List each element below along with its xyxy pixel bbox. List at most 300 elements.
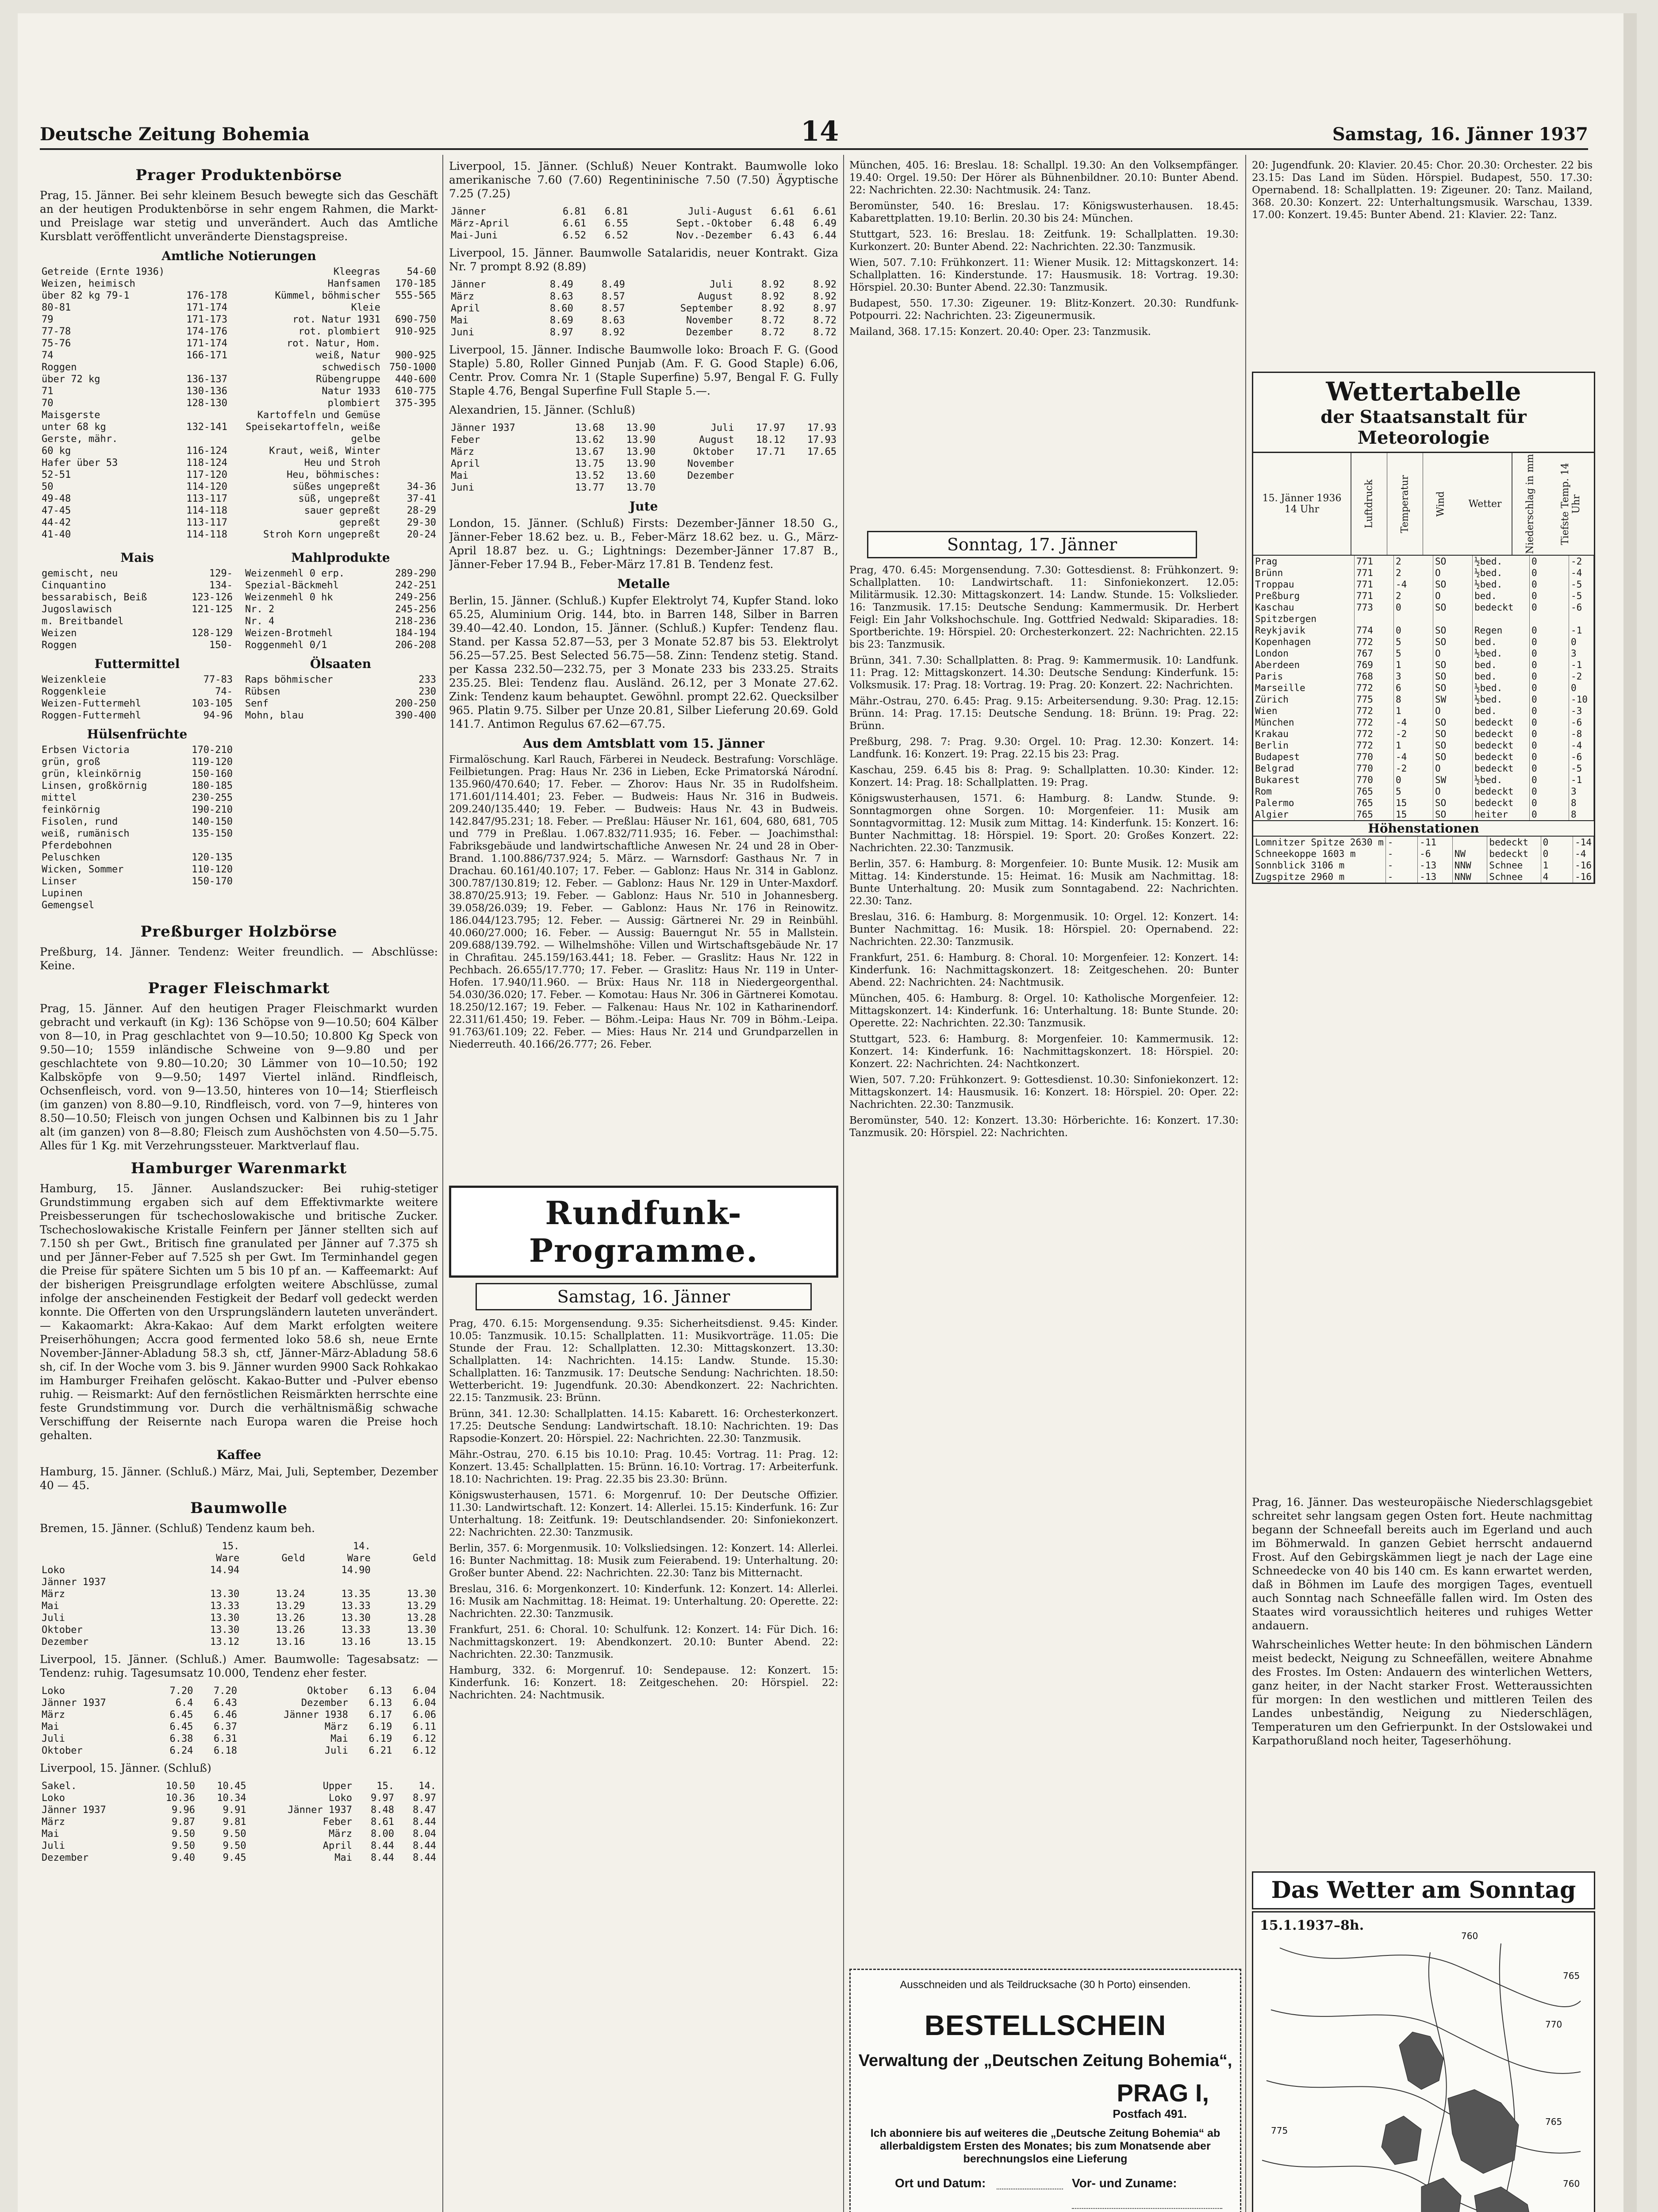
table-cell: Juli	[709, 279, 733, 290]
table-row	[40, 1709, 438, 1721]
radio-station-entry: Berlin, 357. 6: Hamburg. 8: Morgenfeier. 10: Bunte Musik. 12: Musik am Mittag. 14: Kinderstunde. 15: Heimat. 16: Musik am Nachmittag. 18: Bunte Unterhaltung. 20: Musik zum Sonntagabend. 22: Nachrichten. 22.30: Tanz.	[849, 858, 1239, 907]
table-cell: Mai	[330, 1733, 348, 1744]
weather-map-title: Das Wetter am Sonntag	[1252, 1871, 1595, 1909]
table-cell: 20-24	[407, 529, 436, 540]
table-cell: SO	[1433, 579, 1473, 590]
table-cell: 114-118	[186, 505, 227, 516]
table-cell: 765	[1355, 797, 1394, 809]
table-cell: Reykjavik	[1253, 625, 1355, 636]
table-cell: Brünn	[1253, 567, 1355, 579]
column-header: Luftdruck	[1351, 453, 1387, 555]
table-cell: Weizenkleie	[42, 674, 106, 685]
radio-programs-title: Rundfunk-Programme.	[449, 1186, 838, 1278]
table-cell: 770	[1355, 751, 1394, 763]
table-cell: 0	[1569, 682, 1594, 694]
table-cell: Sakel.	[42, 1781, 77, 1792]
table-cell: 110-120	[192, 864, 233, 875]
table-cell: plombiert	[327, 398, 380, 409]
section-title: Baumwolle	[190, 1499, 288, 1517]
table-cell: 14.94	[210, 1565, 240, 1576]
table-cell: 690-750	[395, 314, 436, 325]
table-cell: -5	[1569, 763, 1594, 774]
table-cell: 79	[42, 314, 54, 325]
table-cell: Juli	[710, 422, 734, 434]
table-cell: 15	[1394, 809, 1433, 820]
radio-station-entry: Frankfurt, 251. 6: Choral. 10: Schulfunk. 12: Konzert. 14: Für Dich. 16: Nachmittagskonzert. 19: Abendkonzert. 20.10: Bunter Abend. 22: Nachrichten. 22.30: Tanzmusik.	[449, 1624, 838, 1660]
table-cell: 5	[1394, 636, 1433, 648]
table-cell: 0	[1530, 809, 1569, 820]
table-cell: 8.57	[601, 291, 625, 302]
table-row	[40, 887, 234, 899]
table-cell	[1530, 613, 1569, 625]
table-cell	[178, 615, 234, 627]
weather-time: 14 Uhr	[1284, 504, 1320, 515]
newspaper-page	[18, 13, 1637, 2212]
table-row	[40, 756, 234, 768]
station-row	[1253, 809, 1594, 820]
table-cell: Wicken, Sommer	[42, 864, 124, 875]
table-cell: 0	[1530, 579, 1569, 590]
table-cell: 0	[1530, 567, 1569, 579]
table-cell: 190-210	[192, 804, 233, 815]
table-cell: Mai	[42, 1721, 59, 1732]
radio-station-entry: Mailand, 368. 17.15: Konzert. 20.40: Oper. 23: Tanzmusik.	[849, 326, 1151, 338]
table-row	[40, 433, 438, 445]
table-cell: -14	[1573, 837, 1594, 848]
table-row	[40, 1745, 438, 1757]
article-text: 20: Jugendfunk. 20: Klavier. 20.45: Chor. 20.30: Orchester. 22 bis 23.15: Das Land im Süden. Hörspiel. Budapest, 550. 17.30: Opernabend. 18: Schallplatten. 19: Zigeuner. 20: Tanz. Mailand, 368. 20.30: Konzert. 22: Unterhaltungsmusik. Warschau, 1339. 17.00: Konzert. 19.45: Bunter Abend. 21: Klavier. 22: Tanz.	[1252, 160, 1593, 221]
table-cell: März	[451, 446, 474, 457]
table-cell: 17.97	[756, 422, 786, 434]
table-cell: 52-51	[42, 469, 71, 480]
table-cell: 13.33	[341, 1601, 371, 1612]
column-markets	[40, 159, 438, 2212]
table-cell: 13.52	[575, 470, 605, 481]
table-cell: bedeckt	[1473, 602, 1530, 613]
date-field[interactable]	[997, 2173, 1063, 2189]
isobar-label: 775	[1271, 2125, 1288, 2136]
table-cell: 0	[1530, 717, 1569, 728]
table-cell: 910-925	[395, 326, 436, 337]
table-cell: Jänner 1937	[42, 1577, 106, 1588]
table-cell: 9.50	[223, 1840, 246, 1851]
table-cell: gepreßt	[339, 517, 380, 528]
table-cell: 2	[1394, 567, 1433, 579]
table-cell: 3	[1569, 648, 1594, 659]
table-cell: Dezember	[42, 1852, 88, 1863]
table-cell: 13.90	[626, 434, 656, 445]
table-cell: Loko	[42, 1686, 65, 1697]
table-row	[40, 1636, 438, 1648]
table-cell: 8.44	[413, 1852, 436, 1863]
table-cell: -8	[1569, 728, 1594, 740]
table-row	[40, 627, 234, 639]
table-cell: 6.81	[562, 206, 586, 217]
column-header: Niederschlag in mm	[1512, 453, 1548, 555]
table-cell: 773	[1355, 602, 1394, 613]
table-cell: 171-174	[186, 338, 227, 349]
table-cell: Juli	[324, 1745, 348, 1756]
table-cell: 8.49	[549, 279, 573, 290]
table-cell: 134-	[209, 580, 233, 591]
table-cell: Juni	[451, 482, 474, 493]
table-cell: 6.61	[771, 206, 794, 217]
table-cell: 13.30	[407, 1624, 436, 1636]
table-cell: über 82 kg 79-1	[42, 290, 130, 301]
radio-station-entry: Prag, 470. 6.15: Morgensendung. 9.35: Sicherheitsdienst. 9.45: Kinder. 10.05: Tanzmusik. 10.15: Schallplatten. 11: Musikvorträge. 11.05: Die Stunde der Frau. 12: Schallplatten. 12.30: Mittagskonzert. 13.30: Schallplatten. 14: Nachrichten. 14.15: Landw. Stunde. 15.30: Schallplatten. 16: Tanzmusik. 17: Deutsche Sendung: Nachrichten. 18.50: Wetterbericht. 19: Jugendfunk. 20.30: Abendkonzert. 22: Nachrichten. 22.15: Tanzmusik. 23: Brünn.	[449, 1318, 838, 1404]
table-cell: Nr. 4	[245, 616, 275, 627]
table-cell: 129-	[209, 568, 233, 579]
table-cell: 765	[1355, 809, 1394, 820]
table-cell: 34-36	[407, 481, 436, 492]
table-cell: bedeckt	[1473, 763, 1530, 774]
table-cell: 8.63	[549, 291, 573, 302]
table-cell: Zürich	[1253, 694, 1355, 705]
table-cell: weiß, rumänisch	[42, 828, 130, 839]
table-row	[40, 1733, 438, 1745]
table-row	[243, 686, 438, 698]
table-cell: 768	[1355, 671, 1394, 682]
publisher-line: Verwaltung der „Deutschen Zeitung Bohemia“,	[858, 2051, 1232, 2070]
table-cell	[736, 470, 787, 482]
table-row	[40, 266, 438, 278]
table-cell: Rübengruppe	[316, 374, 380, 385]
table-cell: 50	[42, 481, 54, 492]
order-form	[849, 1969, 1241, 2212]
station-row	[1253, 786, 1594, 797]
table-row	[40, 591, 234, 603]
article-text: Prag, 15. Jänner. Bei sehr kleinem Besuch bewegte sich das Geschäft an der heutigen Produktenbörse in sehr engem Rahmen, die Markt- und Preislage war stetig und unverändert. Auch das Amtliche Kursblatt veröffentlicht unveränderte Dienstagspreise.	[40, 189, 438, 243]
table-cell: Geld	[413, 1553, 436, 1564]
table-cell: bed.	[1473, 659, 1530, 671]
table-cell: unter 68 kg	[42, 422, 106, 433]
table-cell: Erbsen Victoria	[42, 745, 130, 756]
table-cell: Juli	[42, 1840, 65, 1851]
table-cell: 9.81	[223, 1816, 246, 1828]
table-cell: 18.12	[756, 434, 786, 445]
table-cell: -2	[1394, 728, 1433, 740]
table-cell: 6.52	[562, 230, 586, 241]
table-cell: 171-174	[186, 302, 227, 313]
table-cell: Regen	[1473, 625, 1530, 636]
table-cell	[657, 482, 736, 494]
table-cell: -2	[1569, 556, 1594, 567]
table-row	[40, 493, 438, 505]
table-cell: bed.	[1473, 705, 1530, 717]
table-cell: O	[1433, 786, 1473, 797]
table-cell: grün, kleinkörnig	[42, 768, 142, 780]
section-subtitle: Ölsaaten	[310, 657, 372, 671]
table-cell: 128-129	[192, 628, 233, 639]
station-row	[1253, 705, 1594, 717]
section-subtitle: Mais	[120, 550, 154, 565]
table-cell: Roggen-Futtermehl	[42, 710, 142, 721]
mountain-stations-title: Höhenstationen	[1253, 820, 1594, 837]
radio-station-entry: Budapest, 550. 17.30: Zigeuner. 19: Blitz-Konzert. 20.30: Rundfunk-Potpourri. 22: Nachrichten. 23: Zigeunermusik.	[849, 298, 1239, 322]
table-cell: 440-600	[395, 374, 436, 385]
table-cell: 230-255	[192, 792, 233, 803]
article-text: Prag, 16. Jänner. Das westeuropäische Niederschlagsgebiet schreitet sehr langsam gegen Osten fort. Heute nachmittag begann der Schneefall bereits auch im Egerland und auch im Böhmerwald. In ganzen Gebiet herrscht andauernd Frost. Auf den Gebirgskämmen liegt je nach der Lage eine Schneedecke von 40 bis 140 cm. Es kann erwartet werden, daß in Böhmen im Laufe des morgigen Tages, eventuell auch Sonntag nach Schneefälle fallen wird. Im Osten des Staates wird voraussichtlich heiteres und ruhiges Wetter andauern.	[1252, 1496, 1593, 1632]
table-cell: 8.44	[413, 1840, 436, 1851]
table-cell: 14.	[418, 1781, 436, 1792]
table-cell	[1355, 613, 1394, 625]
table-cell: 249-256	[395, 592, 436, 603]
table-cell: Kopenhagen	[1253, 636, 1355, 648]
table-cell: Schneekoppe 1603 m	[1253, 848, 1386, 860]
table-cell: bedeckt	[1487, 848, 1541, 860]
table-cell: 13.77	[575, 482, 605, 493]
table-cell: 0	[1530, 590, 1569, 602]
table-row	[449, 230, 838, 242]
table-cell: 6.37	[214, 1721, 237, 1732]
table-cell: Weizen	[42, 628, 77, 639]
table-cell: Cinquantino	[42, 580, 106, 591]
landmass	[1448, 2089, 1519, 2174]
table-cell: Natur 1933	[322, 386, 380, 397]
section-subtitle: Amtliche Notierungen	[161, 249, 316, 263]
radio-station-entry: Wien, 507. 7.10: Frühkonzert. 11: Wiener Musik. 12: Mittagskonzert. 14: Schallplatten. 16: Kinderstunde. 17: Hausmusik. 18: Vortrag. 19.30: Hörspiel. 20.30: Bunter Abend. 22.30: Tanzmusik.	[849, 257, 1239, 293]
table-cell: 13.30	[210, 1589, 240, 1600]
quotes-table	[449, 206, 838, 242]
table-cell: 0	[1530, 797, 1569, 809]
table-row	[40, 469, 438, 481]
table-cell: 116-124	[186, 445, 227, 457]
table-cell: 17.65	[807, 446, 837, 457]
subscription-text: Ich abonniere bis auf weiteres die „Deutsche Zeitung Bohemia“ ab allerbaldigstem Ersten des Monates; bis zum Monatsende aber berechnungslos eine Lieferung	[870, 2127, 1220, 2165]
table-cell: 774	[1355, 625, 1394, 636]
table-cell: 6.24	[169, 1745, 193, 1756]
table-cell: Kraut, weiß, Winter	[269, 445, 380, 457]
table-cell	[372, 1576, 438, 1588]
table-cell: 13.26	[276, 1624, 305, 1636]
table-cell: 0	[1530, 671, 1569, 682]
table-cell: 772	[1355, 705, 1394, 717]
table-cell: 47-45	[42, 505, 71, 516]
table-cell: 0	[1530, 636, 1569, 648]
table-row	[40, 1840, 438, 1852]
table-cell: Feber	[322, 1816, 352, 1828]
table-cell: 28-29	[407, 505, 436, 516]
table-cell: 13.75	[575, 458, 605, 469]
table-row	[40, 744, 234, 756]
table-cell: O	[1433, 705, 1473, 717]
table-cell: Pferdebohnen	[42, 840, 112, 851]
day-band-sunday: Sonntag, 17. Jänner	[867, 531, 1197, 558]
table-cell: 13.15	[407, 1636, 436, 1647]
table-cell: 6.06	[413, 1709, 436, 1720]
table-cell: 555-565	[395, 290, 436, 301]
table-row	[40, 864, 234, 876]
table-cell: Hanfsamen	[327, 278, 380, 289]
table-cell: 0	[1541, 848, 1573, 860]
table-cell: Belgrad	[1253, 763, 1355, 774]
table-cell: Oktober	[693, 446, 734, 457]
article-text: Preßburg, 14. Jänner. Tendenz: Weiter freundlich. — Abschlüsse: Keine.	[40, 945, 438, 972]
radio-station-entry: Beromünster, 540. 16: Breslau. 17: Königswusterhausen. 18.45: Kabarettplatten. 19.10: Berlin. 20.30 bis 24: München.	[849, 200, 1239, 224]
table-cell: 8.72	[813, 327, 837, 338]
table-cell: 10.34	[217, 1793, 246, 1804]
table-row	[40, 314, 438, 326]
table-cell: Loko	[42, 1565, 65, 1576]
table-row	[40, 1816, 438, 1828]
table-row	[40, 361, 438, 373]
table-cell: 9.87	[172, 1816, 195, 1828]
table-cell: 171-173	[186, 314, 227, 325]
table-cell: 17.71	[756, 446, 786, 457]
table-row	[40, 1804, 438, 1816]
table-cell: Ware	[347, 1553, 371, 1564]
table-cell: 8.92	[761, 279, 785, 290]
table-cell: 135-150	[192, 828, 233, 839]
table-cell: Juli	[42, 1733, 65, 1744]
table-cell: 0	[1530, 728, 1569, 740]
article-text: Hamburg, 15. Jänner. Auslandszucker: Bei ruhig-stetiger Grundstimmung ergaben sich auf dem Effektivmarkte weitere Preisbesserungen für tschechoslowakische und britische Zucker. Tschechoslowakische Kristalle Feinfern per Jänner stellten sich auf 7.150 sh per Gwt., Britisch fine granulated per Jänner auf 7.375 sh und per Jänner-Feber auf 7.525 sh per Gwt. Im Terminhandel gegen die Preise für spätere Sichten um 5 bis 10 pf an. — Kaffeemarkt: Auf der bisherigen Preisgrundlage erfolgten weitere Abschlüsse, zumal infolge der anscheinenden Festigkeit der Bedarf voll gedeckt werden konnte. Die Offerten von den Ursprungsländern lauteten unverändert. — Kakaomarkt: Akra-Kakao: Auf dem Markt erfolgten weitere Preiserhöhungen; Accra good fermented loko 58.6 sh, neue Ernte November-Jänner-Abladung 58.3 sh, ctf, Jänner-März-Abladung 58.6 sh, cif. In der Woche vom 3. bis 9. Jänner wurden 9900 Sack Rohkakao im Hamburger Freihafen gelöscht. Kakao-Butter und -Pulver ebenso ruhig. — Reismarkt: Auf den fernöstlichen Reismärkten herrschte eine feste Grundstimmung vor. Durch die verhältnismäßig schwache Verschiffung der Reisernte nach Europa waren die Preise hoch gehalten.	[40, 1182, 438, 1442]
table-cell: März	[42, 1709, 65, 1720]
table-cell: süßes ungepreßt	[292, 481, 380, 492]
radio-station-entry: Hamburg, 332. 6: Morgenruf. 10: Sendepause. 12: Konzert. 15: Kinderfunk. 16: Konzert. 18: Zeitgeschehen. 20: Hörspiel. 22: Nachrichten. 24: Nachtmusik.	[449, 1665, 838, 1701]
table-cell	[787, 482, 838, 494]
table-cell: Preßburg	[1253, 590, 1355, 602]
table-cell: 170-210	[192, 745, 233, 756]
table-row	[243, 591, 438, 603]
table-cell: 10.45	[217, 1781, 246, 1792]
table-cell: 113-117	[186, 493, 227, 504]
table-cell: O	[1433, 648, 1473, 659]
table-cell: -3	[1569, 705, 1594, 717]
table-cell: O	[1433, 590, 1473, 602]
table-cell: 6.45	[169, 1721, 193, 1732]
table-cell: 13.90	[626, 458, 656, 469]
table-cell: August	[698, 291, 733, 302]
table-row	[40, 580, 234, 591]
table-cell: Mai	[334, 1852, 352, 1863]
table-cell: 103-105	[192, 698, 233, 709]
table-cell: 14.90	[341, 1565, 371, 1576]
table-cell: April	[322, 1840, 352, 1851]
table-cell: 0	[1530, 682, 1569, 694]
table-cell: Linsen, großkörnig	[42, 780, 147, 791]
table-cell: 6.04	[413, 1686, 436, 1697]
table-cell: -6	[1418, 848, 1453, 860]
table-cell: 13.24	[276, 1589, 305, 1600]
table-cell: Algier	[1253, 809, 1355, 820]
table-cell: Loko	[42, 1793, 65, 1804]
table-cell: Roggen	[42, 640, 77, 651]
table-cell: O	[1433, 567, 1473, 579]
table-cell: Dezember	[42, 1636, 88, 1647]
table-cell: bedeckt	[1473, 740, 1530, 751]
issue-date: Samstag, 16. Jänner 1937	[1332, 124, 1588, 145]
table-row	[449, 315, 838, 326]
table-cell: 6.17	[368, 1709, 392, 1720]
table-cell: 242-251	[395, 580, 436, 591]
landmass	[1399, 2032, 1443, 2089]
table-cell: 13.28	[407, 1613, 436, 1624]
table-row	[449, 291, 838, 303]
station-row	[1253, 860, 1594, 871]
table-cell: 77-78	[42, 326, 71, 337]
table-cell: 166-171	[186, 350, 227, 361]
table-cell: Weizen-Brotmehl	[245, 628, 333, 639]
table-cell	[787, 470, 838, 482]
quotes-table	[40, 674, 234, 722]
table-cell: 3	[1394, 671, 1433, 682]
table-cell: 9.50	[172, 1828, 195, 1839]
table-cell: 4	[1541, 871, 1573, 883]
name-field[interactable]	[1072, 2192, 1222, 2209]
section-subtitle: Kaffee	[216, 1448, 261, 1462]
station-row	[1253, 837, 1594, 848]
table-cell: 184-194	[395, 628, 436, 639]
table-cell: April	[451, 303, 480, 314]
table-cell: 6.13	[368, 1686, 392, 1697]
table-cell: 0	[1530, 556, 1569, 567]
form-fields	[864, 2173, 1227, 2212]
table-cell: 8.92	[813, 291, 837, 302]
quotes-table	[243, 568, 438, 651]
table-cell: 15.	[222, 1541, 240, 1552]
table-row	[40, 1612, 438, 1624]
table-cell: 13.90	[626, 446, 656, 457]
newspaper-name: Deutsche Zeitung Bohemia	[40, 124, 310, 145]
name-label: Vor- und Zuname:	[1072, 2176, 1177, 2190]
table-cell: Dezember	[687, 470, 734, 481]
table-row	[40, 349, 438, 361]
station-row	[1253, 659, 1594, 671]
table-cell: -6	[1569, 717, 1594, 728]
table-cell: 136-137	[186, 374, 227, 385]
table-cell: ½bed.	[1473, 579, 1530, 590]
table-cell: Mai	[42, 1828, 59, 1839]
table-cell: 8	[1394, 694, 1433, 705]
table-cell: bed.	[1473, 636, 1530, 648]
table-cell: 6.19	[368, 1721, 392, 1732]
article-text: Liverpool, 15. Jänner. Baumwolle Satalaridis, neuer Kontrakt. Giza Nr. 7 prompt 8.92 (8.89)	[449, 246, 838, 273]
station-row	[1253, 625, 1594, 636]
table-cell	[382, 338, 438, 349]
table-cell	[307, 1576, 372, 1588]
table-cell: 0	[1394, 625, 1433, 636]
table-cell: 289-290	[395, 568, 436, 579]
table-cell: 121-125	[192, 604, 233, 615]
table-cell: 44-42	[42, 517, 71, 528]
table-cell: 6.38	[169, 1733, 193, 1744]
column-header: Tiefste Temp. 14 Uhr	[1560, 463, 1582, 545]
table-row	[243, 568, 438, 580]
table-row	[40, 457, 438, 469]
table-cell	[40, 1540, 176, 1552]
station-row	[1253, 694, 1594, 705]
table-cell	[180, 409, 229, 421]
column-cotton-metals	[449, 159, 838, 1168]
column-header: Temperatur	[1387, 453, 1423, 555]
table-cell: Kleie	[351, 302, 380, 313]
station-row	[1253, 636, 1594, 648]
table-cell: 0	[1530, 602, 1569, 613]
mountain-rows	[1253, 837, 1594, 883]
isobar-line	[1267, 2081, 1581, 2153]
table-cell: 13.70	[626, 482, 656, 493]
table-cell	[382, 433, 438, 445]
table-cell: 128-130	[186, 398, 227, 409]
day-band-saturday: Samstag, 16. Jänner	[476, 1283, 812, 1310]
table-cell	[736, 482, 787, 494]
table-header	[40, 1540, 438, 1552]
table-row	[40, 409, 438, 421]
table-cell: Speisekartoffeln, weiße	[246, 422, 380, 433]
table-row	[40, 1576, 438, 1588]
radio-station-entry: Preßburg, 298. 7: Prag. 9.30: Orgel. 10: Prag. 12.30: Konzert. 14: Landfunk. 16: Konzert. 19: Prag. 22.15 bis 23: Prag.	[849, 736, 1239, 760]
